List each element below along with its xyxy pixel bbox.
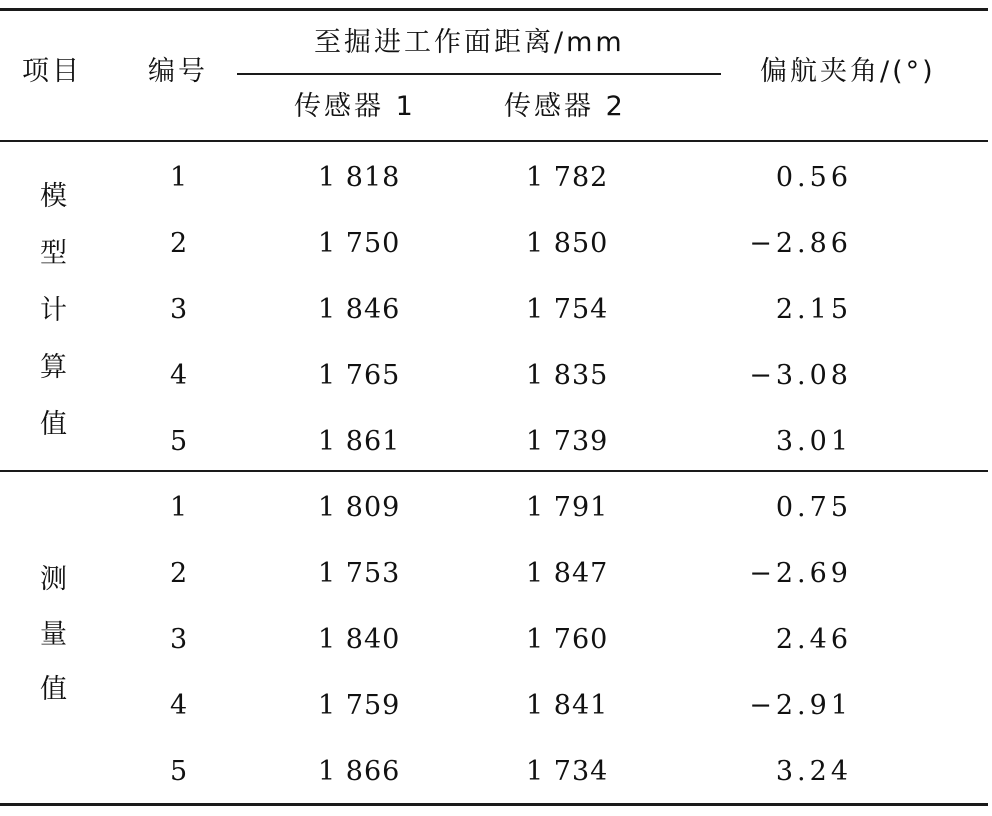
row-number: 1 xyxy=(170,162,188,193)
row-number: 2 xyxy=(170,228,188,259)
yaw-angle-value: −2.69 xyxy=(749,558,852,589)
table-row xyxy=(0,472,988,538)
yaw-angle-value: 3.24 xyxy=(775,756,852,787)
sensor-1-value: 1 753 xyxy=(318,558,401,589)
yaw-angle-value: 2.46 xyxy=(775,624,852,655)
row-number: 4 xyxy=(170,690,188,721)
sensor-1-value: 1 840 xyxy=(318,624,401,655)
table-row xyxy=(0,604,988,670)
yaw-angle-value: 3.01 xyxy=(775,426,852,457)
table-row xyxy=(0,208,988,274)
bottom-rule xyxy=(0,803,988,806)
table-row xyxy=(0,538,988,604)
table-row xyxy=(0,406,988,472)
table-row xyxy=(0,142,988,212)
row-number: 4 xyxy=(170,360,188,391)
group-label-char: 量 xyxy=(40,619,67,650)
group-label-char: 算 xyxy=(40,352,67,383)
sensor-1-value: 1 750 xyxy=(318,228,401,259)
sensor-1-value: 1 765 xyxy=(318,360,401,391)
header-distance-group: 至掘进工作面距离/mm xyxy=(314,27,625,58)
yaw-angle-value: 0.56 xyxy=(775,162,852,193)
table-row xyxy=(0,736,988,802)
sensor-2-value: 1 734 xyxy=(526,756,609,787)
sensor-1-value: 1 759 xyxy=(318,690,401,721)
group-label-char: 计 xyxy=(40,295,67,326)
sensor-1-value: 1 861 xyxy=(318,426,401,457)
group-label-char: 型 xyxy=(40,238,67,269)
sensor-1-value: 1 866 xyxy=(318,756,401,787)
sensor-2-value: 1 841 xyxy=(526,690,609,721)
sensor-2-value: 1 754 xyxy=(526,294,609,325)
header-item: 项目 xyxy=(22,56,82,87)
table-row xyxy=(0,340,988,406)
header-yaw-angle: 偏航夹角/(°) xyxy=(760,56,936,87)
header-number: 编号 xyxy=(148,56,208,87)
row-number: 2 xyxy=(170,558,188,589)
yaw-angle-value: −2.86 xyxy=(749,228,852,259)
yaw-angle-value: −3.08 xyxy=(749,360,852,391)
row-number: 1 xyxy=(170,492,188,523)
sensor-2-value: 1 739 xyxy=(526,426,609,457)
table-row xyxy=(0,670,988,736)
group-label-char: 值 xyxy=(40,674,67,705)
group-label-char: 值 xyxy=(40,409,67,440)
row-number: 3 xyxy=(170,624,188,655)
header-sensor-1: 传感器 1 xyxy=(294,91,416,122)
sensor-2-value: 1 850 xyxy=(526,228,609,259)
row-number: 3 xyxy=(170,294,188,325)
sensor-2-value: 1 791 xyxy=(526,492,609,523)
row-number: 5 xyxy=(170,756,188,787)
sensor-2-value: 1 782 xyxy=(526,162,609,193)
sensor-2-value: 1 760 xyxy=(526,624,609,655)
row-number: 5 xyxy=(170,426,188,457)
group-label-char: 模 xyxy=(40,181,67,212)
yaw-angle-value: −2.91 xyxy=(749,690,852,721)
table-row xyxy=(0,274,988,340)
sensor-1-value: 1 809 xyxy=(318,492,401,523)
top-rule xyxy=(0,8,988,11)
sensor-2-value: 1 835 xyxy=(526,360,609,391)
group-label-char: 测 xyxy=(40,564,67,595)
sensor-1-value: 1 846 xyxy=(318,294,401,325)
header-sensor-2: 传感器 2 xyxy=(504,91,626,122)
sensor-1-value: 1 818 xyxy=(318,162,401,193)
sensor-2-value: 1 847 xyxy=(526,558,609,589)
header-sub-rule xyxy=(237,73,721,75)
yaw-angle-value: 0.75 xyxy=(775,492,852,523)
yaw-angle-value: 2.15 xyxy=(775,294,852,325)
